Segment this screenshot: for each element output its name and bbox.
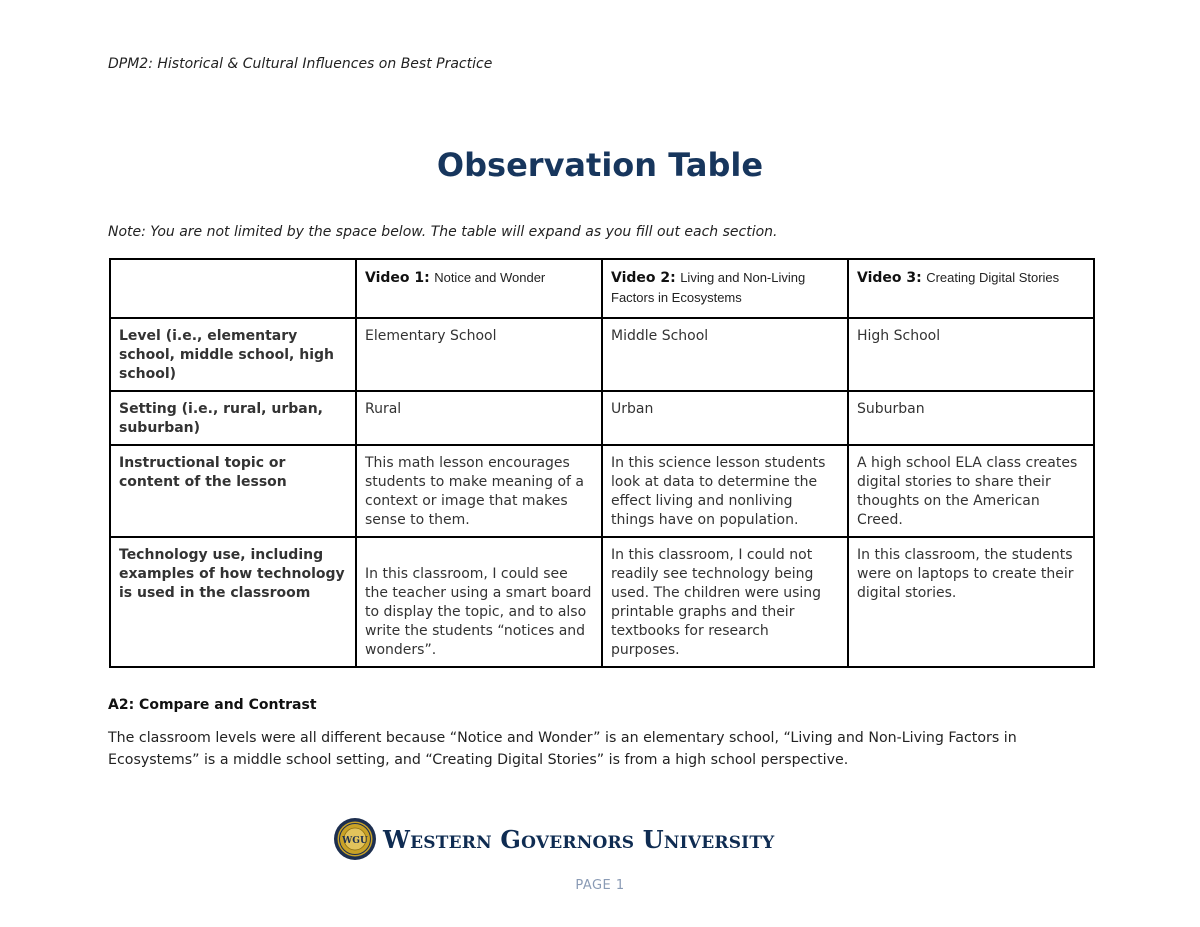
table-row-level bbox=[110, 318, 1094, 391]
cell-text: In this classroom, I could see the teacher using a smart board to display the topic, and to also write the students “notices and wonders”. bbox=[365, 566, 592, 658]
table-cell: In this classroom, the students were on laptops to create their digital stories. bbox=[848, 537, 1094, 667]
table-header-row bbox=[110, 259, 1094, 318]
column-header-video-3 bbox=[848, 259, 1094, 318]
table-corner-cell bbox=[110, 259, 356, 318]
page-title: Observation Table bbox=[436, 146, 764, 184]
university-seal-icon bbox=[333, 817, 377, 861]
table-cell: In this science lesson students look at data to determine the effect living and nonliving things have on population. bbox=[602, 445, 848, 537]
table-cell: Rural bbox=[356, 391, 602, 445]
video-number: Video 1: bbox=[365, 270, 430, 286]
section-body: The classroom levels were all different because “Notice and Wonder” is an elementary school, “Living and Non-Living Factors in Ecosystems” is a middle school setting, and “Creating Digital Stories” is from a high school perspective. bbox=[108, 730, 1017, 768]
table-cell: Elementary School bbox=[356, 318, 602, 391]
note-text: Note: You are not limited by the space below. The table will expand as you fill out each section. bbox=[108, 224, 778, 240]
observation-table bbox=[109, 258, 1095, 668]
video-number: Video 2: bbox=[611, 270, 676, 286]
table-cell: Suburban bbox=[848, 391, 1094, 445]
university-logo bbox=[333, 817, 775, 861]
column-header-video-2 bbox=[602, 259, 848, 318]
column-header-video-1 bbox=[356, 259, 602, 318]
table-row-technology bbox=[110, 537, 1094, 667]
table-cell: In this classroom, I could not readily see technology being used. The children were using printable graphs and their textbooks for research purposes. bbox=[602, 537, 848, 667]
table-row-setting bbox=[110, 391, 1094, 445]
table-cell: Middle School bbox=[602, 318, 848, 391]
video-title: Notice and Wonder bbox=[434, 270, 546, 285]
section-heading: A2: Compare and Contrast bbox=[108, 697, 317, 713]
row-label: Level (i.e., elementary school, middle school, high school) bbox=[110, 318, 356, 391]
video-title: Living and Non-Living Factors in Ecosystems bbox=[611, 270, 806, 305]
row-label: Technology use, including examples of how technology is used in the classroom bbox=[110, 537, 356, 667]
page-number: PAGE 1 bbox=[575, 878, 625, 893]
university-name: Western Governors University bbox=[383, 824, 775, 854]
video-title: Creating Digital Stories bbox=[926, 270, 1060, 285]
table-cell: Urban bbox=[602, 391, 848, 445]
row-label: Instructional topic or content of the lesson bbox=[110, 445, 356, 537]
table-cell: A high school ELA class creates digital stories to share their thoughts on the American Creed. bbox=[848, 445, 1094, 537]
row-label: Setting (i.e., rural, urban, suburban) bbox=[110, 391, 356, 445]
table-cell bbox=[356, 537, 602, 667]
table-cell: High School bbox=[848, 318, 1094, 391]
table-cell: This math lesson encourages students to make meaning of a context or image that makes sense to them. bbox=[356, 445, 602, 537]
table-row-topic bbox=[110, 445, 1094, 537]
seal-text: WGU bbox=[342, 836, 368, 846]
document-header: DPM2: Historical & Cultural Influences on Best Practice bbox=[108, 56, 493, 72]
video-number: Video 3: bbox=[857, 270, 922, 286]
